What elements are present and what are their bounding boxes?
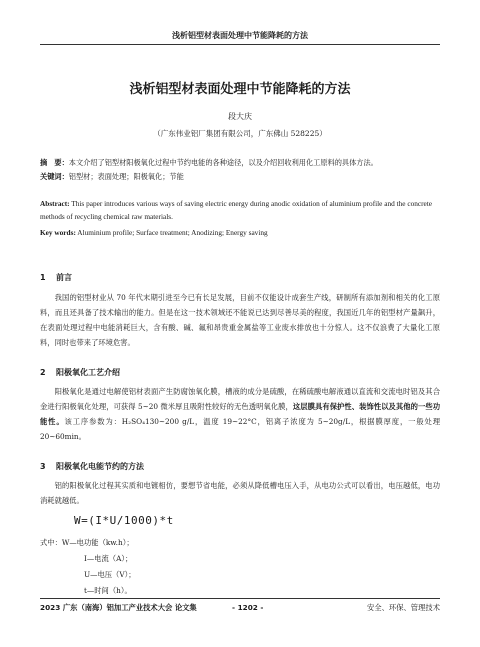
abstract-zh-label: 摘 要：	[40, 158, 69, 167]
abstract-zh-text: 本文介绍了铝型材阳极氧化过程中节约电能的各种途径，以及介绍回收利用化工原料的具体方法。	[68, 158, 378, 167]
section-3-heading	[40, 461, 144, 472]
keywords-zh	[40, 170, 440, 183]
section-3-number: 3	[40, 462, 46, 471]
paper-title: 浅析铝型材表面处理中节能降耗的方法	[129, 82, 351, 97]
section-1-number: 1	[40, 273, 46, 282]
abstract-en	[40, 197, 440, 223]
section-2-title: 阳极氧化工艺介绍	[56, 368, 120, 377]
definition-w: 式中：W—电功能（kw.h）；	[40, 538, 134, 547]
keywords-zh-label: 关键词：	[40, 172, 69, 181]
keywords-zh-text: 铝型材；表面处理；阳极氧化；节能	[68, 172, 184, 181]
section-2-number: 2	[40, 368, 46, 377]
footer-section: 安全、环保、管理技术	[367, 603, 440, 612]
footer-rule	[40, 598, 440, 599]
formula-definitions	[40, 535, 136, 599]
running-head: 浅析铝型材表面处理中节能降耗的方法	[172, 31, 308, 40]
section-2-paragraph	[40, 384, 440, 444]
section-3-paragraph: 铝的阳极氧化过程其实质和电镀相仿，要想节省电能，必须从降低槽电压入手，从电功公式可以看出，电压越低，电功消耗就越低。	[40, 481, 440, 505]
abstract-zh	[40, 156, 440, 169]
section-2-text-bold: 这层膜具有保护性、装饰性以及其他的一些功能性。	[40, 402, 441, 426]
affiliation: （广东伟业铝厂集团有限公司，广东佛山 528225）	[153, 129, 327, 138]
footer-proceedings: 2023 广东（南海）铝加工产业技术大会 论文集	[40, 603, 197, 612]
keywords-en-label: Key words:	[40, 228, 76, 237]
abstract-en-text: This paper introduces various ways of saving electric energy during anodic oxidation of aluminium profile and the concrete methods of recycling chemical raw materials.	[40, 199, 433, 221]
abstract-en-label: Abstract:	[40, 199, 70, 208]
section-2-text-b: 该工序参数为：H₂SO₄130~200 g/L，温度 19~22°C，铝离子浓度为 5~20g/L，根据膜厚度，一般处理 20~60min。	[40, 417, 441, 441]
section-1-title: 前言	[56, 273, 72, 282]
section-2-heading	[40, 367, 120, 378]
section-2-text-a: 阳极氧化是通过电解使铝材表面产生防腐蚀氧化膜，槽液的成分是硫酸，在稀硫酸电解液通以直流和交流电时铝及其合金进行阳极氧化处理，可获得 5~20 微米厚且吸附性较好的无色透明氧化膜，	[40, 387, 440, 411]
keywords-en	[40, 226, 440, 239]
energy-formula: W=(I*U/1000)*t	[74, 514, 174, 527]
page-number: - 1202 -	[232, 603, 264, 612]
section-1-paragraph: 我国的铝型材业从 70 年代末期引进至今已有长足发展，目前不仅能设计成套生产线，研制所有添加剂和相关的化工原料，而且还具备了技术输出的能力。但是在这一技术领域还不能说已达到尽善尽美的程度，我国近几年的铝型材产量飙升，在表面处理过程中电能消耗巨大，含有酸、碱、氟和昂贵重金属盐等工业废水排放也十分惊人。这不仅浪费了大量化工原料，同时也带来了环境危害。	[40, 293, 440, 347]
section-1-heading	[40, 272, 72, 283]
definition-u: U—电压（V）；	[84, 570, 136, 579]
header-rule	[40, 44, 440, 45]
keywords-en-text: Aluminium profile; Surface treatment; Anodizing; Energy saving	[77, 228, 268, 237]
section-3-title: 阳极氧化电能节约的方法	[56, 462, 144, 471]
author: 段大庆	[228, 112, 252, 121]
definition-t: t—时间（h）。	[84, 586, 132, 595]
definition-i: I—电流（A）；	[84, 554, 133, 563]
